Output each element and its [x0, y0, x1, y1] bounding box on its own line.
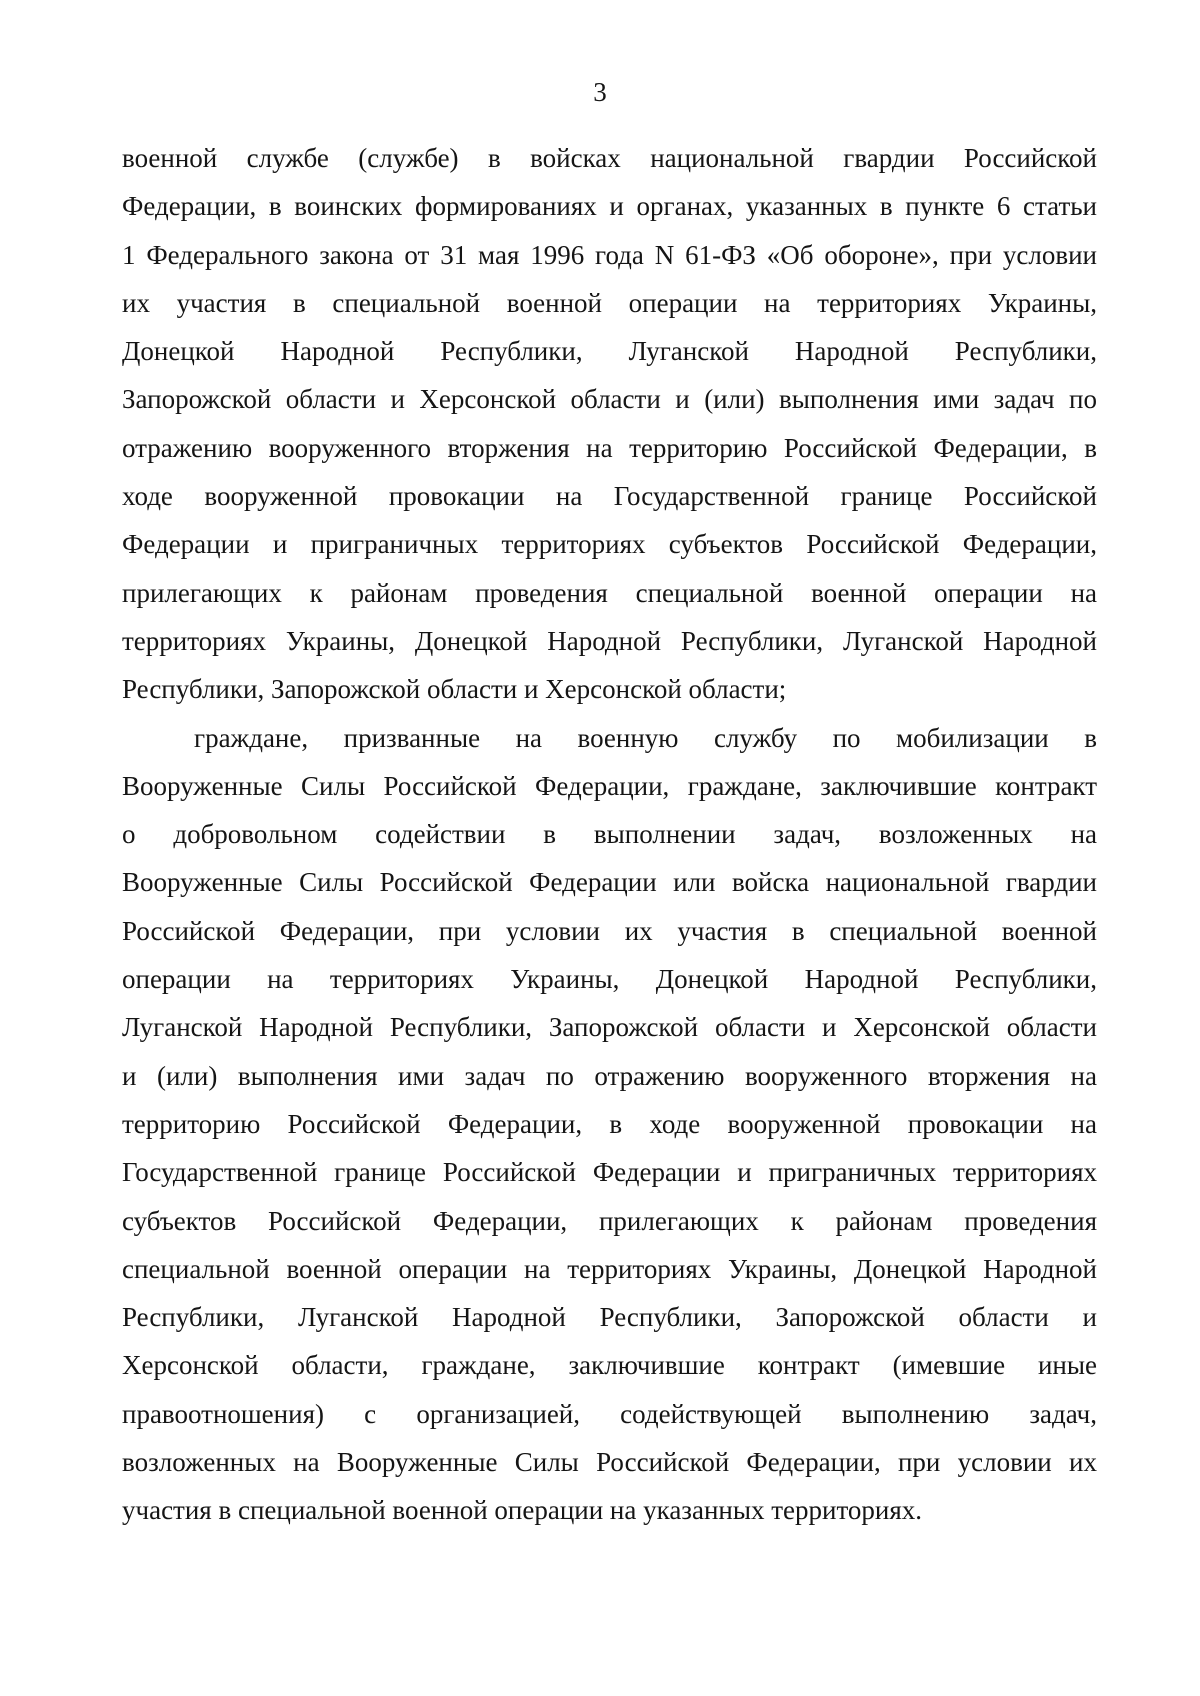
- page-number: 3: [593, 77, 607, 107]
- text-line: возложенных на Вооруженные Силы Российской Федерации, при условии их: [122, 1447, 1097, 1478]
- document-body: [122, 134, 1097, 1535]
- text-line: 1 Федерального закона от 31 мая 1996 года N 61-ФЗ «Об обороне», при условии: [122, 239, 1097, 270]
- text-line: территориях Украины, Донецкой Народной Республики, Луганской Народной: [122, 625, 1097, 656]
- text-line: Федерации и приграничных территориях субъектов Российской Федерации,: [122, 529, 1097, 560]
- text-line: Государственной границе Российской Федерации и приграничных территориях: [122, 1157, 1097, 1188]
- text-line: Вооруженные Силы Российской Федерации, граждане, заключившие контракт: [122, 770, 1097, 801]
- text-line: участия в специальной военной операции на указанных территориях.: [122, 1495, 923, 1526]
- text-line: военной службе (службе) в войсках национальной гвардии Российской: [122, 143, 1097, 173]
- text-line: Донецкой Народной Республики, Луганской Народной Республики,: [122, 336, 1097, 367]
- paragraph: [122, 134, 1097, 714]
- text-line: отражению вооруженного вторжения на территорию Российской Федерации, в: [122, 432, 1097, 463]
- text-line: операции на территориях Украины, Донецкой Народной Республики,: [122, 964, 1097, 995]
- text-line: ходе вооруженной провокации на Государственной границе Российской: [122, 481, 1097, 512]
- text-line: и (или) выполнения ими задач по отражению вооруженного вторжения на: [122, 1060, 1097, 1091]
- text-line: территорию Российской Федерации, в ходе вооруженной провокации на: [122, 1108, 1097, 1139]
- text-line: специальной военной операции на территориях Украины, Донецкой Народной: [122, 1253, 1097, 1284]
- text-line: Херсонской области, граждане, заключившие контракт (имевшие иные: [122, 1350, 1097, 1381]
- text-line: субъектов Российской Федерации, прилегающих к районам проведения: [122, 1205, 1097, 1236]
- text-line: Республики, Запорожской области и Херсонской области;: [122, 674, 787, 705]
- text-line: прилегающих к районам проведения специальной военной операции на: [122, 577, 1097, 608]
- text-line: их участия в специальной военной операции на территориях Украины,: [122, 287, 1097, 318]
- text-line: Российской Федерации, при условии их участия в специальной военной: [122, 915, 1097, 946]
- text-line: Республики, Луганской Народной Республики, Запорожской области и: [122, 1302, 1097, 1333]
- text-line: о добровольном содействии в выполнении задач, возложенных на: [122, 819, 1097, 850]
- text-line: Луганской Народной Республики, Запорожской области и Херсонской области: [122, 1012, 1097, 1043]
- paragraph: [122, 714, 1097, 1535]
- text-line: граждане, призванные на военную службу по мобилизации в: [194, 722, 1097, 753]
- text-line: Вооруженные Силы Российской Федерации или войска национальной гвардии: [122, 867, 1097, 898]
- text-line: правоотношения) с организацией, содействующей выполнению задач,: [122, 1398, 1097, 1429]
- text-line: Федерации, в воинских формированиях и органах, указанных в пункте 6 статьи: [122, 191, 1097, 222]
- text-line: Запорожской области и Херсонской области и (или) выполнения ими задач по: [122, 384, 1097, 415]
